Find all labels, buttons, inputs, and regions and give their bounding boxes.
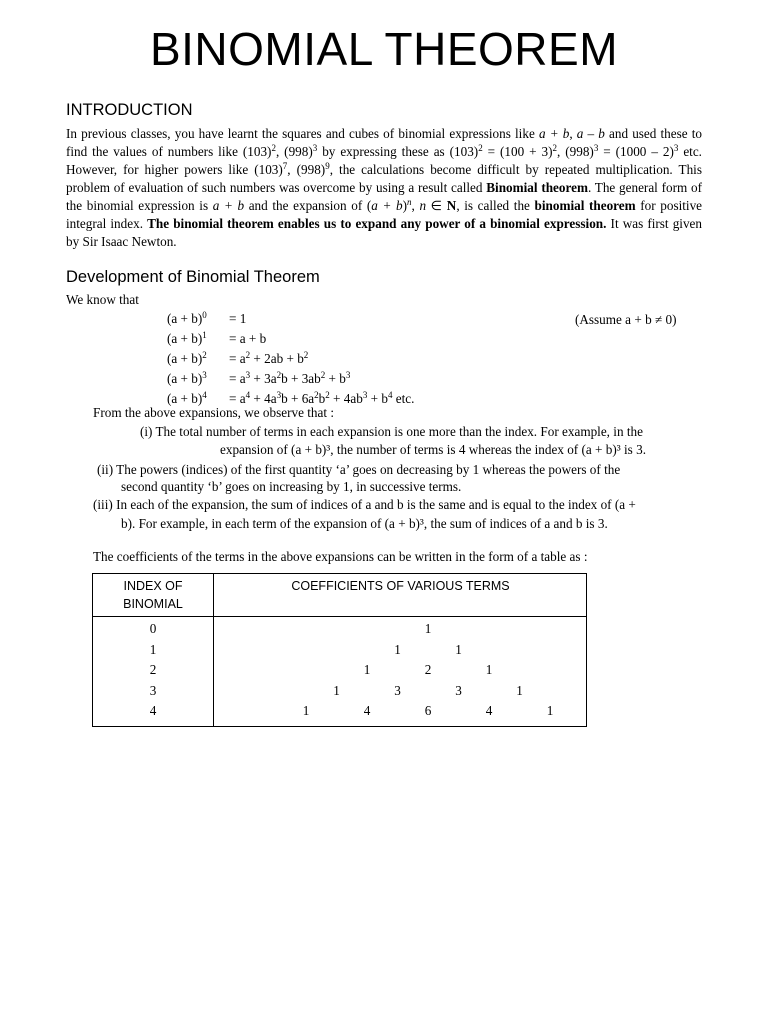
table-coefficient-cell: 6 [424, 703, 432, 718]
table-header-coefficients: COEFFICIENTS OF VARIOUS TERMS [291, 579, 510, 593]
observation-1-line-2: expansion of (a + b)³, the number of terms is 4 whereas the index of (a + b)³ is 3. [220, 442, 646, 457]
table-coefficient-cell: 1 [546, 703, 554, 718]
development-heading: Development of Binomial Theorem [66, 268, 320, 286]
assumption-note: (Assume a + b ≠ 0) [575, 312, 677, 327]
observe-intro: From the above expansions, we observe that : [93, 405, 334, 420]
table-coefficient-cell: 1 [455, 641, 462, 657]
expansion-lhs: $(a + b)^4$ [167, 390, 207, 406]
observation-2-line-2: second quantity ‘b’ goes on increasing by 1, in successive terms. [121, 479, 462, 494]
introduction-heading: INTRODUCTION [66, 101, 193, 119]
expansion-rhs: = a + b [229, 331, 267, 346]
table-header-index: INDEX OF BINOMIAL [123, 579, 183, 611]
expansion-rhs: = $a^2 + 2ab + b^2$ [229, 350, 309, 366]
table-coefficient-cell: 3 [394, 682, 401, 698]
table-header-divider [93, 616, 586, 617]
observation-3-line-1: (iii) In each of the expansion, the sum of indices of a and b is the same and is equal to the index of (a + [93, 497, 636, 512]
table-index-cell: 4 [149, 703, 157, 718]
page-title: BINOMIAL THEOREM [149, 23, 619, 75]
observation-3-line-2: b). For example, in each term of the expansion of (a + b)³, the sum of indices of a and b is 3. [121, 516, 608, 531]
table-index-cell: 3 [149, 682, 157, 698]
observation-2-line-1: (ii) The powers (indices) of the first quantity ‘a’ goes on decreasing by 1 whereas the powers of the [97, 462, 621, 477]
table-coefficient-cell: 1 [394, 641, 401, 657]
table-coefficient-cell: 1 [424, 621, 432, 636]
expansion-lhs: $(a + b)^3$ [167, 370, 207, 386]
table-coefficient-cell: 1 [302, 703, 310, 718]
expansion-lhs: $(a + b)^0$ [167, 310, 207, 326]
expansion-lhs: $(a + b)^2$ [167, 350, 207, 366]
observation-1-line-1: (i) The total number of terms in each expansion is one more than the index. For example, in the [140, 424, 643, 439]
expansion-rhs: = 1 [229, 311, 247, 326]
coefficients-table [92, 573, 587, 727]
table-coefficient-cell: 1 [333, 682, 340, 698]
table-coefficient-cell: 1 [363, 662, 371, 677]
table-column-divider [213, 574, 214, 726]
table-index-cell: 2 [149, 662, 157, 677]
table-coefficient-cell: 4 [485, 703, 493, 718]
table-coefficient-cell: 1 [485, 662, 493, 677]
expansion-rhs: = $a^4 + 4a^3b + 6a^2b^2 + 4ab^3 + b^4$ etc. [229, 390, 415, 406]
expansion-lhs: $(a + b)^1$ [167, 330, 207, 346]
we-know-text: We know that [66, 292, 139, 307]
table-coefficient-cell: 4 [363, 703, 371, 718]
table-index-cell: 1 [149, 641, 157, 657]
table-coefficient-cell: 2 [424, 662, 432, 677]
table-coefficient-cell: 3 [455, 682, 462, 698]
table-coefficient-cell: 1 [516, 682, 523, 698]
expansion-rhs: = $a^3 + 3a^2b + 3ab^2 + b^3$ [229, 370, 351, 386]
table-intro-text: The coefficients of the terms in the above expansions can be written in the form of a table as : [93, 549, 588, 564]
table-index-cell: 0 [149, 621, 157, 636]
introduction-paragraph: In previous classes, you have learnt the squares and cubes of binomial expressions like a + b, a – b and used these to find the values of numbers like $(103)^2$, $(998)^3$ by expressing these as $(103)^2 = (100 + 3)^2$, $(998)^3 = (1000 - 2)^3$ etc. However, for higher powers like $(103)^7$, $(998)^9$, the calculations become difficult by repeated multiplication. This problem of evaluation of such numbers was overcome by using a result called Binomial theorem. The general form of the binomial expression is a + b and the expansion of $(a + b)^n$, n ∈ N, is called the binomial theorem for positive integral index. The binomial theorem enables us to expand any power of a binomial expression. It was first given by Sir Isaac Newton. [66, 126, 703, 249]
